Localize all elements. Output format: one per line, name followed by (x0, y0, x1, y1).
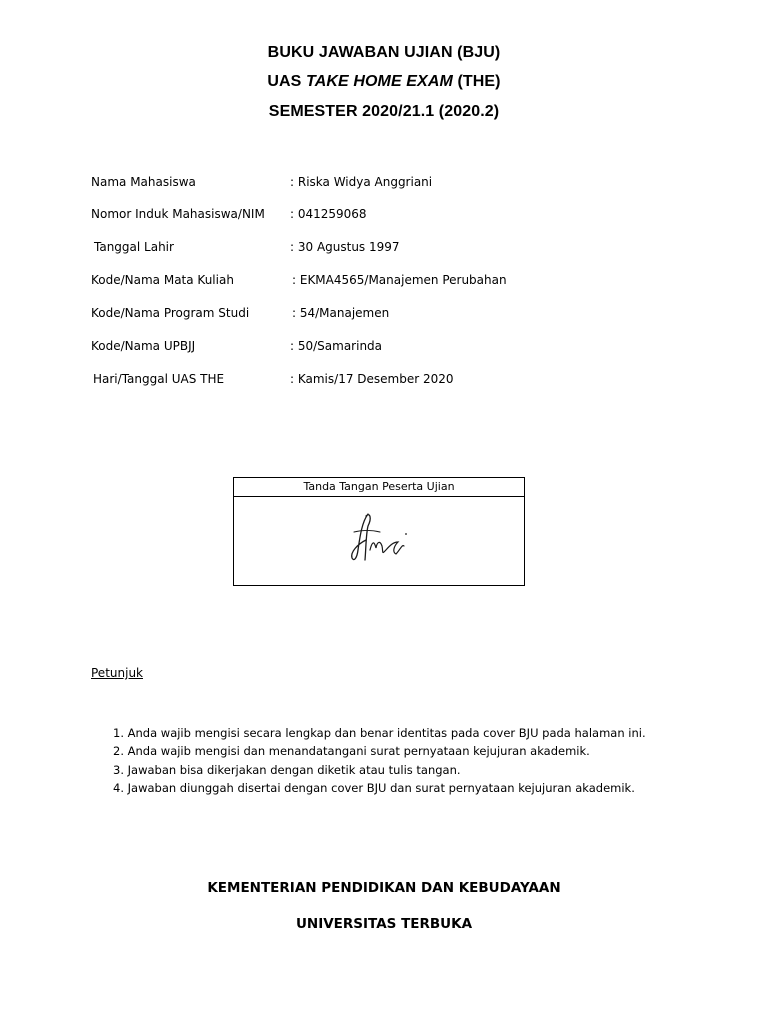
identity-label: Hari/Tanggal UAS THE (93, 372, 225, 386)
semester-title: SEMESTER 2020/21.1 (2020.2) (268, 103, 500, 120)
subtitle-suffix: (THE) (452, 73, 501, 90)
signature-heading: Tanda Tangan Peserta Ujian (234, 478, 524, 497)
identity-value: : 041259068 (290, 207, 367, 221)
identity-row-tanggal-lahir (0, 240, 768, 258)
identity-value: : EKMA4565/Manajemen Perubahan (292, 273, 507, 287)
instruction-item: 1. Anda wajib mengisi secara lengkap dan benar identitas pada cover BJU pada halaman ini. (113, 726, 646, 740)
instruction-item: 3. Jawaban bisa dikerjakan dengan diketik atau tulis tangan. (113, 763, 461, 777)
identity-label: Kode/Nama Program Studi (91, 306, 250, 320)
identity-row-nama (0, 175, 768, 193)
subtitle-italic: TAKE HOME EXAM (306, 73, 453, 90)
identity-value: : 30 Agustus 1997 (290, 240, 400, 254)
identity-label: Nama Mahasiswa (91, 175, 196, 189)
identity-label: Kode/Nama Mata Kuliah (91, 273, 234, 287)
identity-value: : Kamis/17 Desember 2020 (290, 372, 454, 386)
document-subtitle (0, 73, 768, 91)
subtitle-prefix: UAS (267, 73, 307, 90)
identity-row-mata-kuliah (0, 273, 768, 291)
instruction-item: 4. Jawaban diunggah disertai dengan cover BJU dan surat pernyataan kejujuran akademik. (113, 781, 635, 795)
identity-label: Nomor Induk Mahasiswa/NIM (91, 207, 265, 221)
identity-row-nim (0, 207, 768, 225)
identity-row-upbjj (0, 339, 768, 357)
university-name: UNIVERSITAS TERBUKA (295, 916, 473, 932)
signature-image (346, 508, 416, 568)
identity-value: : Riska Widya Anggriani (290, 175, 433, 189)
signature-box (233, 477, 525, 586)
document-title: BUKU JAWABAN UJIAN (BJU) (267, 44, 501, 61)
identity-row-hari-tanggal (0, 372, 768, 390)
instructions-heading: Petunjuk (91, 666, 143, 680)
identity-label: Tanggal Lahir (94, 240, 174, 254)
identity-value: : 54/Manajemen (292, 306, 390, 320)
identity-value: : 50/Samarinda (290, 339, 383, 353)
ministry-name: KEMENTERIAN PENDIDIKAN DAN KEBUDAYAAN (207, 880, 561, 896)
identity-row-program-studi (0, 306, 768, 324)
identity-label: Kode/Nama UPBJJ (91, 339, 196, 353)
instruction-item: 2. Anda wajib mengisi dan menandatangani surat pernyataan kejujuran akademik. (113, 744, 590, 758)
